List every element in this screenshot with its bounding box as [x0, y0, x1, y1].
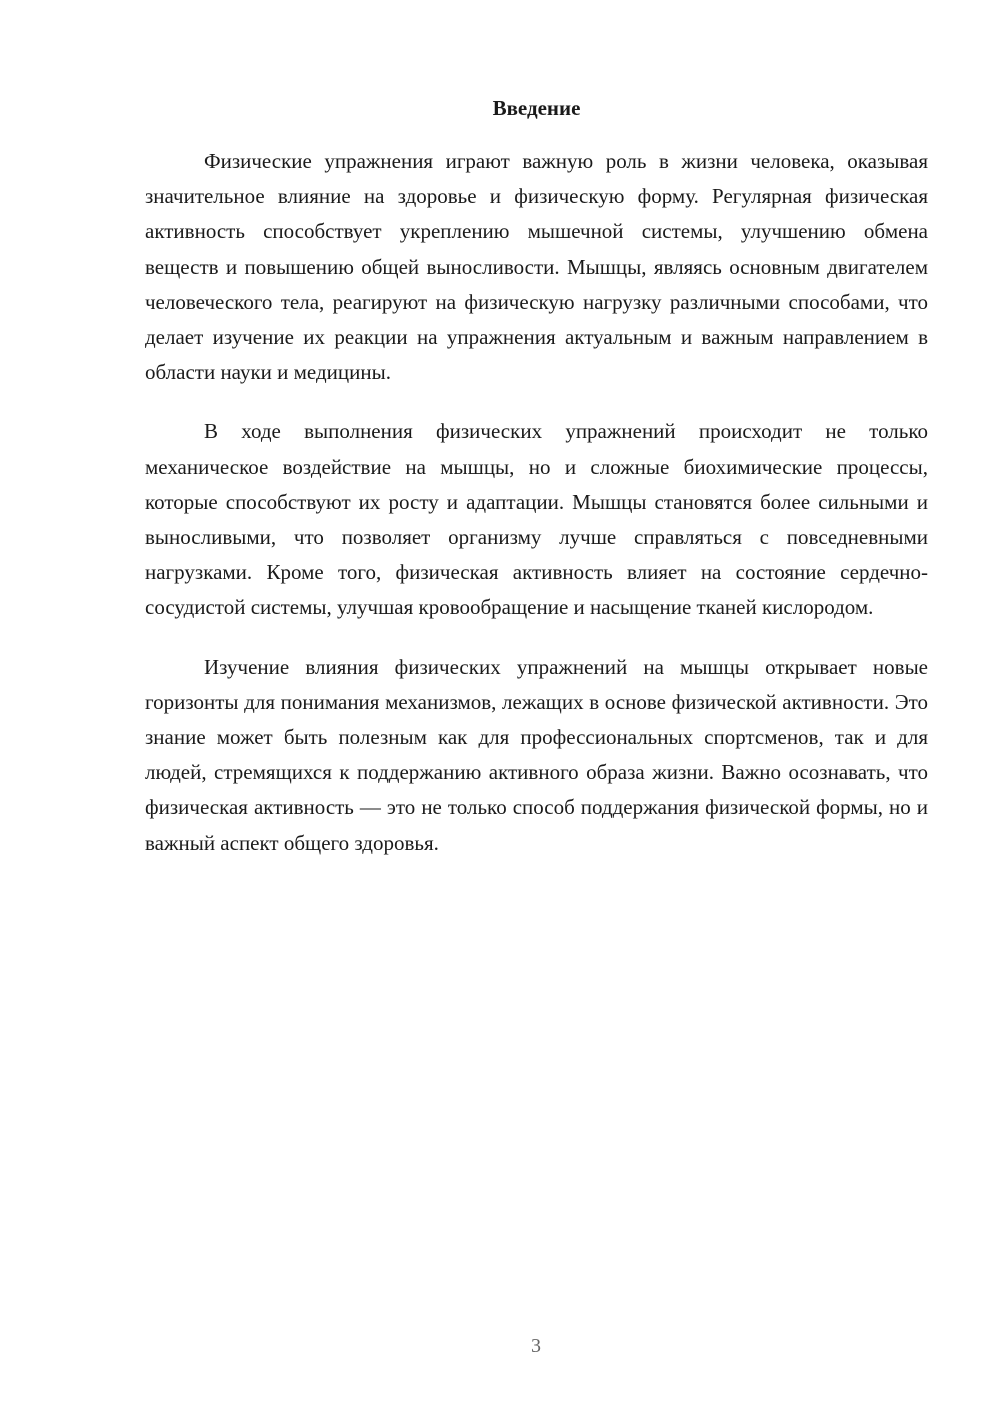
page-number: 3: [531, 1335, 541, 1357]
paragraph-1: Физические упражнения играют важную роль в жизни человека, оказывая значительное влияние на здоровье и физическую форму. Регулярная физическая активность способствует укреплению мышечной системы, улучшению обмена веществ и повышению общей выносливости. Мышцы, являясь основным двигателем человеческого тела, реагируют на физическую нагрузку различными способами, что делает изучение их реакции на упражнения актуальным и важным направлением в области науки и медицины.: [145, 149, 928, 385]
paragraph-2: В ходе выполнения физических упражнений происходит не только механическое воздействие на мышцы, но и сложные биохимические процессы, которые способствуют их росту и адаптации. Мышцы становятся более сильными и выносливыми, что позволяет организму лучше справляться с повседневными нагрузками. Кроме того, физическая активность влияет на состояние сердечно-сосудистой системы, улучшая кровообращение и насыщение тканей кислородом.: [145, 419, 928, 620]
paragraph-3: Изучение влияния физических упражнений на мышцы открывает новые горизонты для понимания механизмов, лежащих в основе физической активности. Это знание может быть полезным как для профессиональных спортсменов, так и для людей, стремящихся к поддержанию активного образа жизни. Важно осознавать, что физическая активность — это не только способ поддержания физической формы, но и важный аспект общего здоровья.: [145, 654, 928, 855]
section-heading: Введение: [492, 96, 581, 120]
page-content: [145, 94, 928, 885]
